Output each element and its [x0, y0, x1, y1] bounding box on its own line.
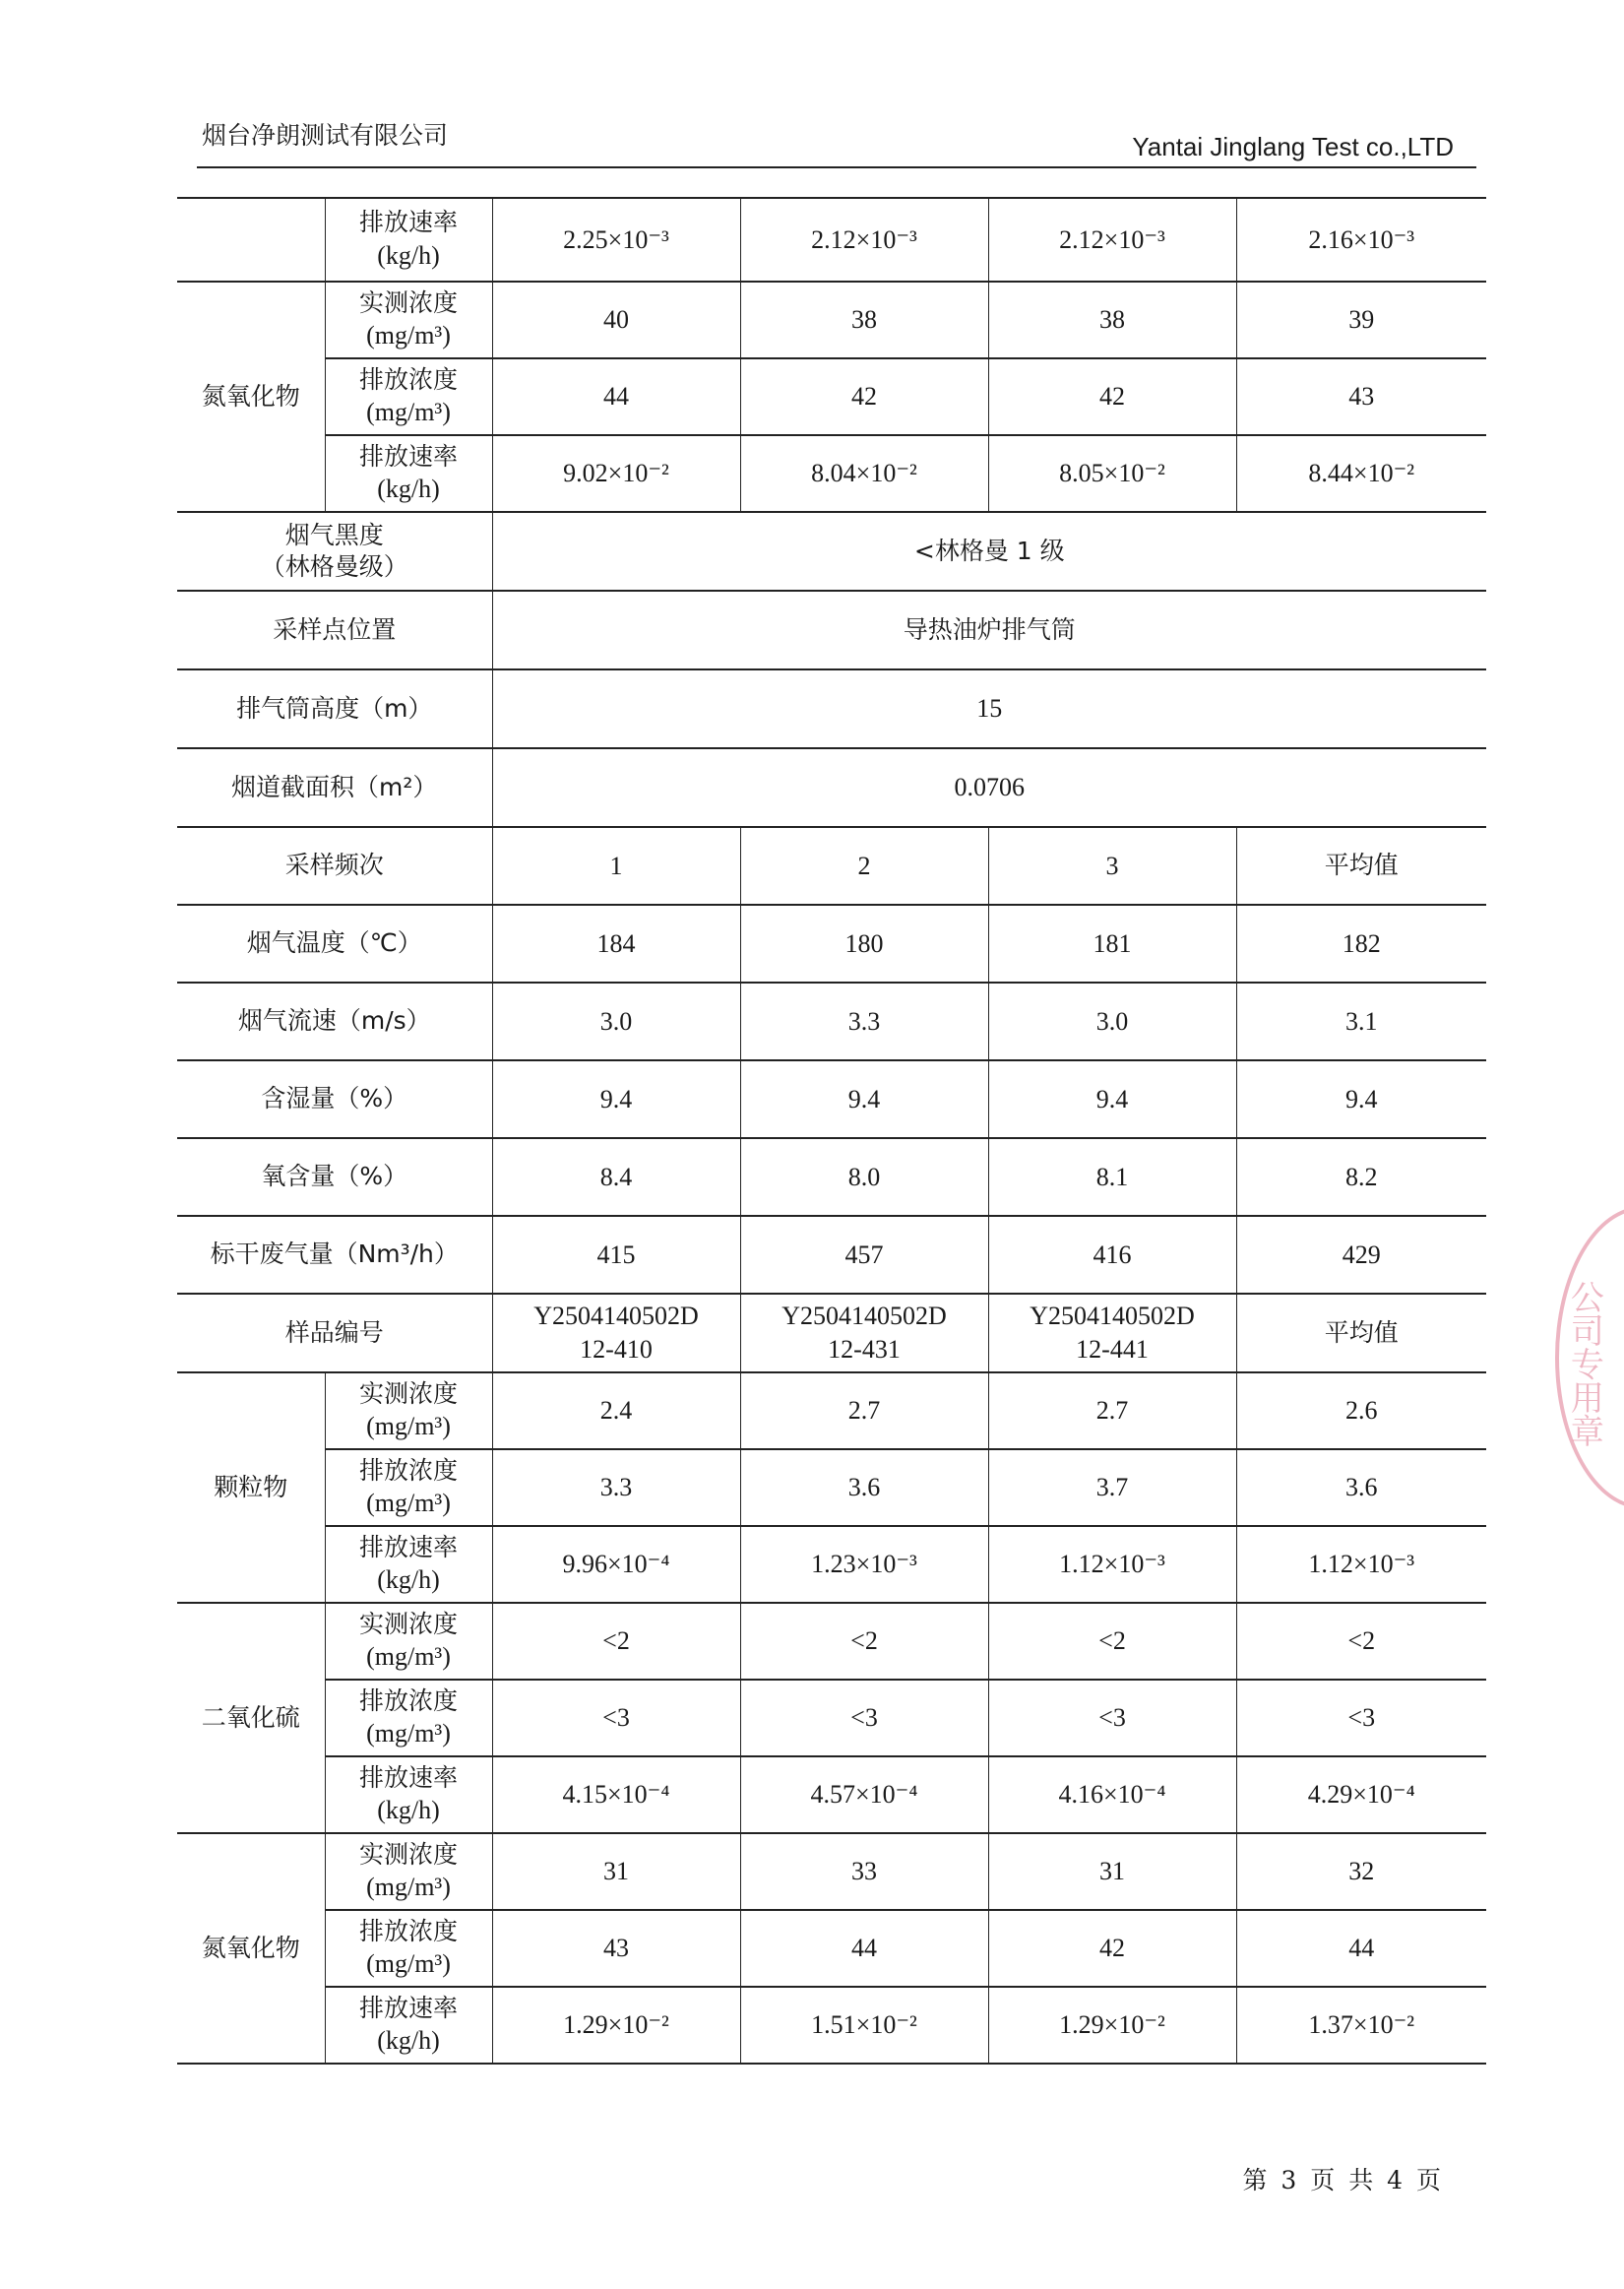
value-cell: 457 — [740, 1216, 988, 1294]
section-cell — [177, 198, 325, 282]
table-row — [177, 435, 1486, 512]
value-cell: 2.4 — [492, 1372, 740, 1449]
value-cell: 4.16×10⁻⁴ — [988, 1756, 1236, 1833]
table-row — [177, 827, 1486, 905]
param-label: 排气筒高度（m） — [177, 669, 492, 748]
value-cell: 2.16×10⁻³ — [1236, 198, 1486, 282]
param-label: 样品编号 — [177, 1294, 492, 1372]
table-row — [177, 1294, 1486, 1372]
value-cell: <3 — [492, 1680, 740, 1756]
value-cell: 2.6 — [1236, 1372, 1486, 1449]
value-cell: 1.23×10⁻³ — [740, 1526, 988, 1603]
table-row — [177, 358, 1486, 435]
value-cell: 8.04×10⁻² — [740, 435, 988, 512]
param-label: 标干废气量（Nm³/h） — [177, 1216, 492, 1294]
section-label-nox: 氮氧化物 — [177, 1833, 325, 2064]
header-divider — [197, 166, 1476, 168]
value-cell: 平均值 — [1236, 1294, 1486, 1372]
value-cell: 3.1 — [1236, 983, 1486, 1060]
value-cell: 38 — [740, 282, 988, 358]
value-cell: <2 — [1236, 1603, 1486, 1680]
value-cell: <3 — [988, 1680, 1236, 1756]
section-label-so2: 二氧化硫 — [177, 1603, 325, 1833]
value-cell: 3.3 — [740, 983, 988, 1060]
value-cell: 2.7 — [988, 1372, 1236, 1449]
value-cell: 1.12×10⁻³ — [1236, 1526, 1486, 1603]
value-cell: 182 — [1236, 905, 1486, 983]
table-row — [177, 1756, 1486, 1833]
value-cell: 8.0 — [740, 1138, 988, 1216]
value-cell: 44 — [492, 358, 740, 435]
value-cell: 3.7 — [988, 1449, 1236, 1526]
value-cell: 3 — [988, 827, 1236, 905]
value-cell: 3.6 — [740, 1449, 988, 1526]
value-cell: 8.44×10⁻² — [1236, 435, 1486, 512]
emission-data-table — [177, 197, 1486, 2065]
value-cell: 39 — [1236, 282, 1486, 358]
value-cell: 3.0 — [988, 983, 1236, 1060]
param-label: 排放速率 (kg/h) — [325, 435, 492, 512]
param-label: 排放速率 (kg/h) — [325, 1987, 492, 2064]
value-cell: 31 — [492, 1833, 740, 1910]
value-cell: 2.7 — [740, 1372, 988, 1449]
value-cell: 2.25×10⁻³ — [492, 198, 740, 282]
value-cell: 44 — [740, 1910, 988, 1987]
param-label: 排放浓度 (mg/m³) — [325, 1680, 492, 1756]
value-cell: 42 — [988, 358, 1236, 435]
table-row — [177, 1138, 1486, 1216]
value-cell: 38 — [988, 282, 1236, 358]
value-cell: 1 — [492, 827, 740, 905]
table-row — [177, 905, 1486, 983]
param-label: 实测浓度 (mg/m³) — [325, 1833, 492, 1910]
param-label: 排放浓度 (mg/m³) — [325, 358, 492, 435]
value-cell: 1.51×10⁻² — [740, 1987, 988, 2064]
table-row — [177, 512, 1486, 591]
value-cell: 9.02×10⁻² — [492, 435, 740, 512]
param-label: 实测浓度 (mg/m³) — [325, 1372, 492, 1449]
value-cell: 429 — [1236, 1216, 1486, 1294]
param-label: 烟道截面积（m²） — [177, 748, 492, 827]
value-cell: 181 — [988, 905, 1236, 983]
value-cell: 40 — [492, 282, 740, 358]
value-cell: 4.15×10⁻⁴ — [492, 1756, 740, 1833]
value-cell: 43 — [492, 1910, 740, 1987]
table-row — [177, 1910, 1486, 1987]
param-label: 排放浓度 (mg/m³) — [325, 1910, 492, 1987]
param-label: 实测浓度 (mg/m³) — [325, 282, 492, 358]
table-row — [177, 1372, 1486, 1449]
value-cell: 8.05×10⁻² — [988, 435, 1236, 512]
value-cell: 9.4 — [492, 1060, 740, 1138]
value-cell: 8.1 — [988, 1138, 1236, 1216]
company-name-en: Yantai Jinglang Test co.,LTD — [1132, 132, 1454, 161]
value-cell: <2 — [492, 1603, 740, 1680]
value-cell: 33 — [740, 1833, 988, 1910]
param-label: 含湿量（%） — [177, 1060, 492, 1138]
param-label: 烟气黑度 （林格曼级） — [177, 512, 492, 591]
value-cell: 44 — [1236, 1910, 1486, 1987]
value-cell: 9.96×10⁻⁴ — [492, 1526, 740, 1603]
value-cell: 9.4 — [988, 1060, 1236, 1138]
value-cell: 平均值 — [1236, 827, 1486, 905]
param-label: 氧含量（%） — [177, 1138, 492, 1216]
value-cell: 3.6 — [1236, 1449, 1486, 1526]
value-cell: 42 — [988, 1910, 1236, 1987]
value-cell: <3 — [1236, 1680, 1486, 1756]
value-cell: 2.12×10⁻³ — [988, 198, 1236, 282]
sample-id-cell: Y2504140502D 12-410 — [492, 1294, 740, 1372]
table-row — [177, 1216, 1486, 1294]
value-cell: 180 — [740, 905, 988, 983]
value-cell: 31 — [988, 1833, 1236, 1910]
value-cell: <2 — [740, 1603, 988, 1680]
value-cell: 3.0 — [492, 983, 740, 1060]
param-label: 实测浓度 (mg/m³) — [325, 1603, 492, 1680]
merged-value-cell: <林格曼 1 级 — [492, 512, 1486, 591]
param-label: 排放速率 (kg/h) — [325, 1526, 492, 1603]
table-row — [177, 1833, 1486, 1910]
table-row — [177, 669, 1486, 748]
param-label: 采样点位置 — [177, 591, 492, 669]
value-cell: 184 — [492, 905, 740, 983]
table-row — [177, 1526, 1486, 1603]
value-cell: 415 — [492, 1216, 740, 1294]
sample-id-cell: Y2504140502D 12-431 — [740, 1294, 988, 1372]
merged-value-cell: 导热油炉排气筒 — [492, 591, 1486, 669]
value-cell: 43 — [1236, 358, 1486, 435]
value-cell: 416 — [988, 1216, 1236, 1294]
param-label: 排放浓度 (mg/m³) — [325, 1449, 492, 1526]
table-row — [177, 748, 1486, 827]
param-label: 烟气温度（℃） — [177, 905, 492, 983]
value-cell: <3 — [740, 1680, 988, 1756]
page-number: 第 3 页 共 4 页 — [1242, 2166, 1444, 2194]
table-row — [177, 1987, 1486, 2064]
param-label: 烟气流速（m/s） — [177, 983, 492, 1060]
value-cell: 1.12×10⁻³ — [988, 1526, 1236, 1603]
value-cell: 8.4 — [492, 1138, 740, 1216]
sample-id-cell: Y2504140502D 12-441 — [988, 1294, 1236, 1372]
table-row — [177, 198, 1486, 282]
value-cell: 4.29×10⁻⁴ — [1236, 1756, 1486, 1833]
table-row — [177, 1060, 1486, 1138]
value-cell: 9.4 — [1236, 1060, 1486, 1138]
value-cell: 2 — [740, 827, 988, 905]
value-cell: 4.57×10⁻⁴ — [740, 1756, 988, 1833]
param-label: 排放速率 (kg/h) — [325, 198, 492, 282]
table-row — [177, 1449, 1486, 1526]
seal-text: 公司专用章 — [1564, 1280, 1604, 1447]
value-cell: 42 — [740, 358, 988, 435]
value-cell: 1.37×10⁻² — [1236, 1987, 1486, 2064]
merged-value-cell: 15 — [492, 669, 1486, 748]
param-label: 排放速率 (kg/h) — [325, 1756, 492, 1833]
value-cell: 8.2 — [1236, 1138, 1486, 1216]
table-row — [177, 983, 1486, 1060]
value-cell: 32 — [1236, 1833, 1486, 1910]
company-name-cn: 烟台净朗测试有限公司 — [202, 121, 449, 150]
section-label-nox: 氮氧化物 — [177, 282, 325, 512]
value-cell: 1.29×10⁻² — [988, 1987, 1236, 2064]
value-cell: 2.12×10⁻³ — [740, 198, 988, 282]
table-row — [177, 282, 1486, 358]
table-row — [177, 1603, 1486, 1680]
param-label: 采样频次 — [177, 827, 492, 905]
value-cell: 9.4 — [740, 1060, 988, 1138]
table-row — [177, 591, 1486, 669]
merged-value-cell: 0.0706 — [492, 748, 1486, 827]
value-cell: <2 — [988, 1603, 1236, 1680]
value-cell: 1.29×10⁻² — [492, 1987, 740, 2064]
section-label-pm: 颗粒物 — [177, 1372, 325, 1603]
table-row — [177, 1680, 1486, 1756]
value-cell: 3.3 — [492, 1449, 740, 1526]
